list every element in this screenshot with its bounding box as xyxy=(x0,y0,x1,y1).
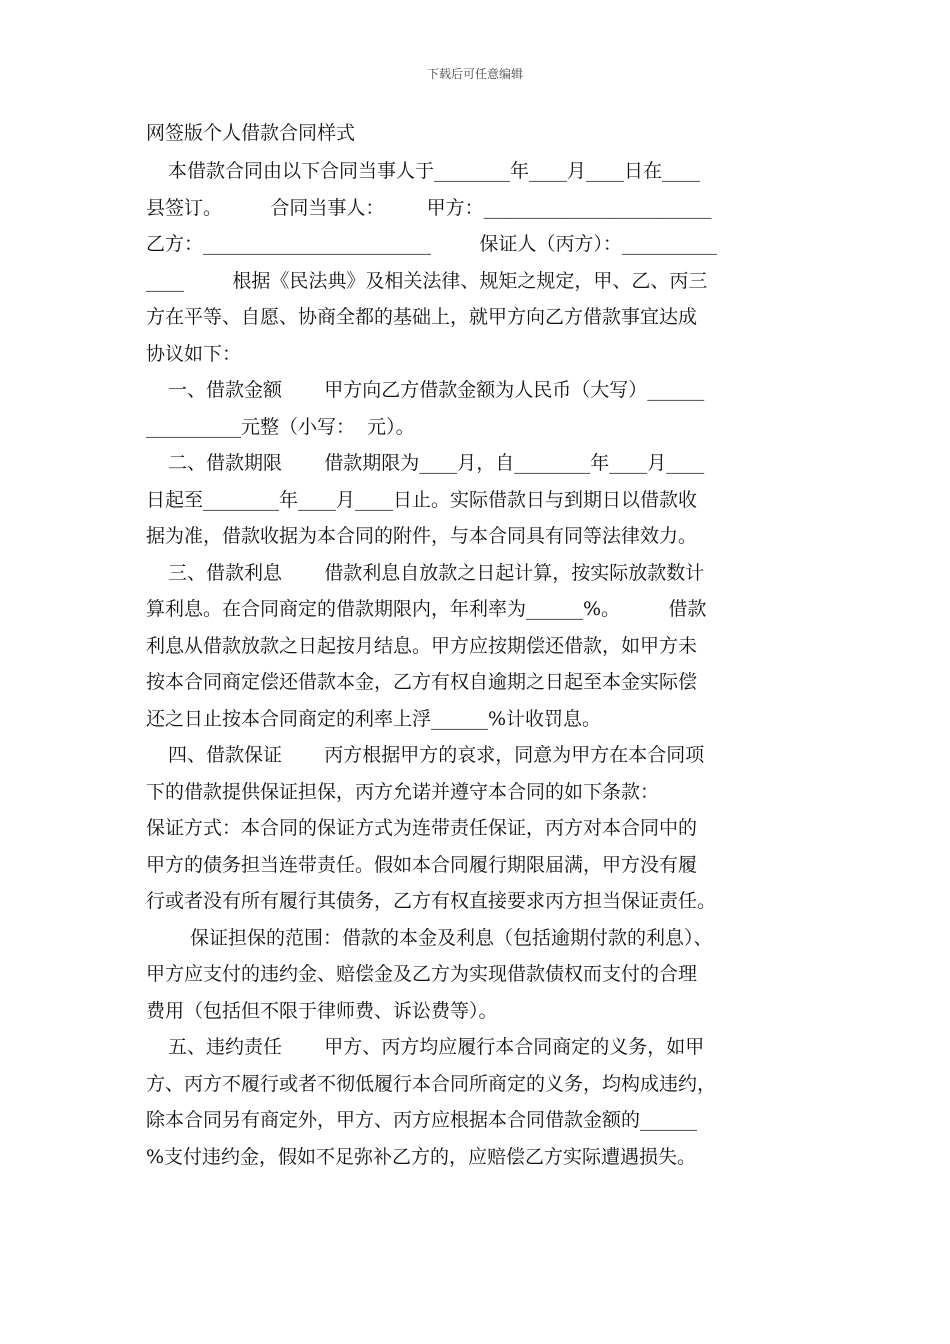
text-line: 日起至________年____月____日止。实际借款日与到期日以借款收 xyxy=(146,488,698,511)
text-line: 协议如下： xyxy=(146,342,242,365)
section-heading-line: 四、借款保证 丙方根据甲方的哀求，同意为甲方在本合同项 xyxy=(168,744,705,766)
text-line: 据为准，借款收据为本合同的附件，与本合同具有同等法律效力。 xyxy=(146,525,698,547)
section-heading-line: 五、违约责任 甲方、丙方均应履行本合同商定的义务，如甲 xyxy=(168,1036,705,1058)
text-line: 利息从借款放款之日起按月结息。甲方应按期偿还借款，如甲方未 xyxy=(146,634,698,657)
section-heading-line: 二、借款期限 借款期限为____月，自________年____月____ xyxy=(168,452,705,474)
section-heading-line: 三、借款利息 借款利息自放款之日起计算，按实际放款数计 xyxy=(168,561,705,584)
text-line: 还之日止按本合同商定的利率上浮______%计收罚息。 xyxy=(146,707,602,730)
text-line: 保证担保的范围：借款的本金及利息（包括逾期付款的利息）、 xyxy=(190,926,713,949)
text-line: ____ 根据《民法典》及相关法律、规矩之规定，甲、乙、丙三 xyxy=(146,269,708,292)
section-heading-line: 一、借款金额 甲方向乙方借款金额为人民币（大写）______ xyxy=(168,379,705,401)
text-line: 方在平等、自愿、协商全都的基础上，就甲方向乙方借款事宜达成 xyxy=(146,306,698,328)
text-line: 方、丙方不履行或者不彻低履行本合同所商定的义务，均构成违约， xyxy=(146,1072,717,1095)
text-line: 甲方的债务担当连带责任。假如本合同履行期限届满，甲方没有履 xyxy=(146,853,698,876)
text-line: 下的借款提供保证担保，丙方允诺并遵守本合同的如下条款： xyxy=(146,780,660,803)
text-line: 乙方：________________________ 保证人（丙方）：__________ xyxy=(146,233,717,255)
text-line: 算利息。在合同商定的借款期限内，年利率为______%。 借款 xyxy=(146,598,707,620)
text-line: 除本合同另有商定外，甲方、丙方应根据本合同借款金额的______ xyxy=(146,1109,698,1131)
document-body xyxy=(146,118,808,1175)
text-line: 行或者没有所有履行其债务，乙方有权直接要求丙方担当保证责任。 xyxy=(146,890,717,912)
text-line: %支付违约金，假如不足弥补乙方的，应赔偿乙方实际遭遇损失。 xyxy=(146,1145,697,1168)
text-line: __________元整（小写： 元）。 xyxy=(146,415,415,438)
text-line: 县签订。 合同当事人： 甲方：________________________ xyxy=(146,196,712,219)
text-line: 甲方应支付的违约金、赔偿金及乙方为实现借款债权而支付的合理 xyxy=(146,963,698,985)
text-line: 保证方式：本合同的保证方式为连带责任保证，丙方对本合同中的 xyxy=(146,817,698,839)
page-header: 下载后可任意编辑 xyxy=(426,67,523,81)
document-title: 网签版个人借款合同样式 xyxy=(146,122,356,144)
text-line: 本借款合同由以下合同当事人于________年____月____日在____ xyxy=(168,160,701,182)
text-line: 费用（包括但不限于律师费、诉讼费等）。 xyxy=(146,999,498,1022)
text-line: 按本合同商定偿还借款本金，乙方有权自逾期之日起至本金实际偿 xyxy=(146,671,698,693)
